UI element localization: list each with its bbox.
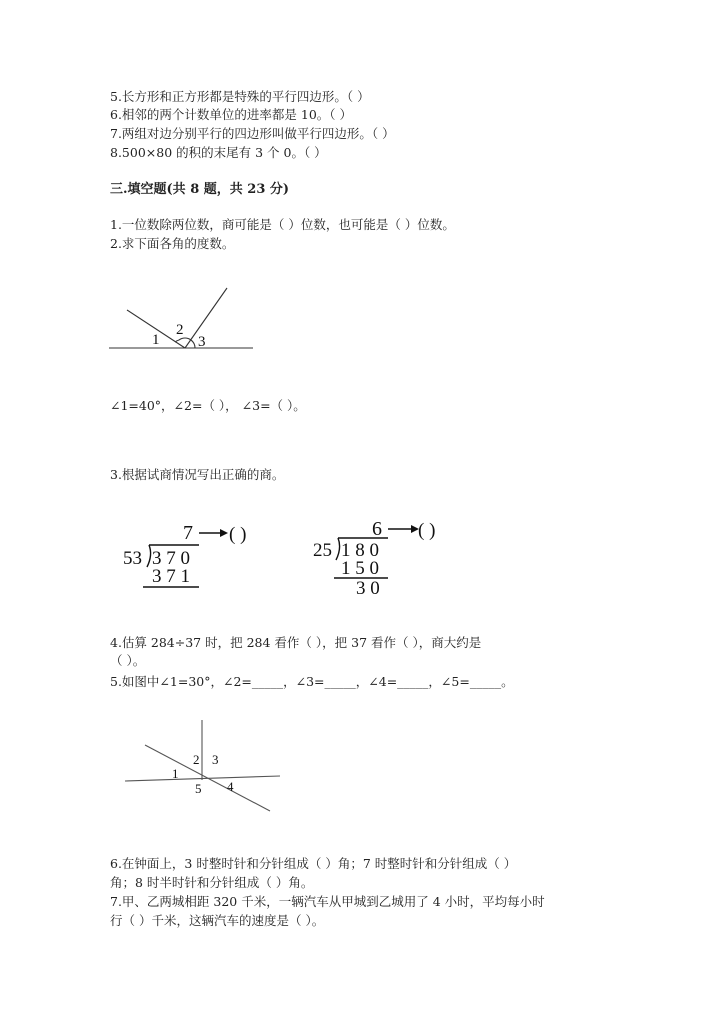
fill-question-7-line2: 行（ ）千米，这辆汽车的速度是（ ）。	[110, 913, 325, 928]
lines-label-3: 3	[212, 752, 219, 767]
division-2-answer-blank: ( )	[418, 520, 436, 541]
lines-label-4: 4	[227, 779, 234, 794]
division-2-divisor: 25	[313, 540, 332, 561]
angle-arc-3	[191, 340, 195, 348]
lines-label-2: 2	[193, 752, 200, 767]
fill-question-3: 3.根据试商情况写出正确的商。	[110, 467, 285, 482]
division-2-product: 1 5 0	[341, 558, 379, 579]
fill-question-6-line1: 6.在钟面上，3 时整时针和分针组成（ ）角；7 时整时针和分针组成（ ）	[110, 856, 517, 871]
division-2-dividend: 1 8 0	[341, 540, 379, 561]
lines-label-1: 1	[172, 766, 179, 781]
lines-label-5: 5	[195, 781, 202, 796]
division-2-remainder: 3 0	[356, 578, 380, 599]
angle-label-2: 2	[176, 322, 184, 338]
division-1-divisor: 53	[123, 548, 142, 569]
judge-question-6: 6.相邻的两个计数单位的进率都是 10。（ ）	[110, 107, 353, 122]
fill-question-2-answer: ∠1=40°，∠2=（ ）， ∠3=（ ）。	[110, 398, 306, 413]
right-ray	[185, 288, 227, 348]
angle-arc-1	[175, 340, 179, 342]
angle-figure	[105, 280, 260, 360]
fill-question-4-line2: （ ）。	[110, 653, 146, 668]
fill-question-7-line1: 7.甲、乙两城相距 320 千米，一辆汽车从甲城到乙城用了 4 小时，平均每小时	[110, 894, 545, 909]
fill-question-1: 1.一位数除两位数，商可能是（ ）位数，也可能是（ ）位数。	[110, 217, 455, 232]
long-division-1	[115, 520, 300, 598]
fill-question-4-line1: 4.估算 284÷37 时，把 284 看作（ ），把 37 看作（ ），商大约是	[110, 635, 482, 650]
angle-label-1: 1	[152, 332, 160, 348]
slanted-line	[145, 745, 270, 811]
division-1-dividend: 3 7 0	[152, 548, 190, 569]
division-1-product: 3 7 1	[152, 566, 190, 587]
division-2-trial-quotient: 6	[372, 518, 382, 540]
fill-question-5: 5.如图中∠1=30°，∠2=_____，∠3=_____，∠4=_____，∠5=_____。	[110, 674, 514, 689]
section-heading: 三.填空题(共 8 题，共 23 分)	[110, 182, 290, 197]
judge-question-5: 5.长方形和正方形都是特殊的平行四边形。（ ）	[110, 89, 370, 104]
long-division-2	[308, 516, 488, 600]
judge-question-7: 7.两组对边分别平行的四边形叫做平行四边形。（ ）	[110, 126, 395, 141]
fill-question-2: 2.求下面各角的度数。	[110, 236, 235, 251]
division-1-trial-quotient: 7	[183, 522, 193, 544]
arrow-head	[220, 529, 228, 537]
fill-question-6-line2: 角；8 时半时针和分针组成（ ）角。	[110, 875, 314, 890]
angle-label-3: 3	[198, 334, 206, 350]
judge-question-8: 8.500×80 的积的末尾有 3 个 0。（ ）	[110, 145, 327, 160]
division-1-answer-blank: ( )	[229, 524, 247, 545]
angle-arc-2	[179, 338, 191, 340]
intersecting-lines-figure	[115, 712, 290, 822]
